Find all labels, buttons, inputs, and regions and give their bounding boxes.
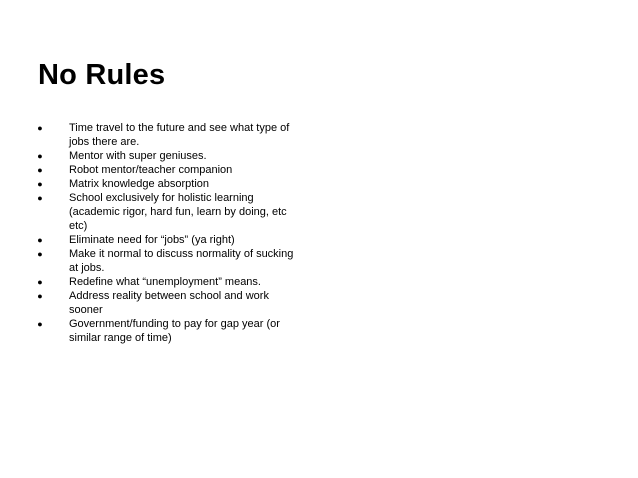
list-item bbox=[34, 275, 304, 289]
list-item bbox=[34, 177, 304, 191]
slide-title: No Rules bbox=[38, 59, 166, 91]
list-item-text: Robot mentor/teacher companion bbox=[69, 164, 233, 176]
list-item-text: Eliminate need for “jobs” (ya right) bbox=[69, 234, 235, 246]
list-item-text: Matrix knowledge absorption bbox=[69, 178, 210, 190]
list-item-text: Mentor with super geniuses. bbox=[69, 150, 207, 162]
bullet-icon: ● bbox=[37, 291, 43, 301]
list-item bbox=[34, 233, 304, 247]
list-item bbox=[34, 163, 304, 177]
bullet-icon: ● bbox=[37, 165, 43, 175]
list-item bbox=[34, 121, 304, 149]
bullet-icon: ● bbox=[37, 277, 43, 287]
list-item bbox=[34, 317, 304, 345]
list-item bbox=[34, 247, 304, 275]
bullet-icon: ● bbox=[37, 123, 43, 133]
list-item bbox=[34, 149, 304, 163]
list-item-text: Address reality between school and work sooner bbox=[69, 290, 269, 316]
bullet-icon: ● bbox=[37, 179, 43, 189]
bullet-icon: ● bbox=[37, 235, 43, 245]
list-item-text: Time travel to the future and see what type of jobs there are. bbox=[69, 122, 290, 148]
list-item bbox=[34, 289, 304, 317]
list-item-text: Make it normal to discuss normality of sucking at jobs. bbox=[69, 248, 294, 274]
list-item-text: Government/funding to pay for gap year (or similar range of time) bbox=[69, 318, 280, 344]
list-item bbox=[34, 191, 304, 233]
bullet-icon: ● bbox=[37, 193, 43, 203]
bullet-list bbox=[34, 121, 304, 345]
bullet-icon: ● bbox=[37, 249, 43, 259]
list-item-text: School exclusively for holistic learning (academic rigor, hard fun, learn by doing, etc etc) bbox=[69, 192, 287, 232]
bullet-icon: ● bbox=[37, 319, 43, 329]
list-item-text: Redefine what “unemployment” means. bbox=[69, 276, 261, 288]
bullet-icon: ● bbox=[37, 151, 43, 161]
